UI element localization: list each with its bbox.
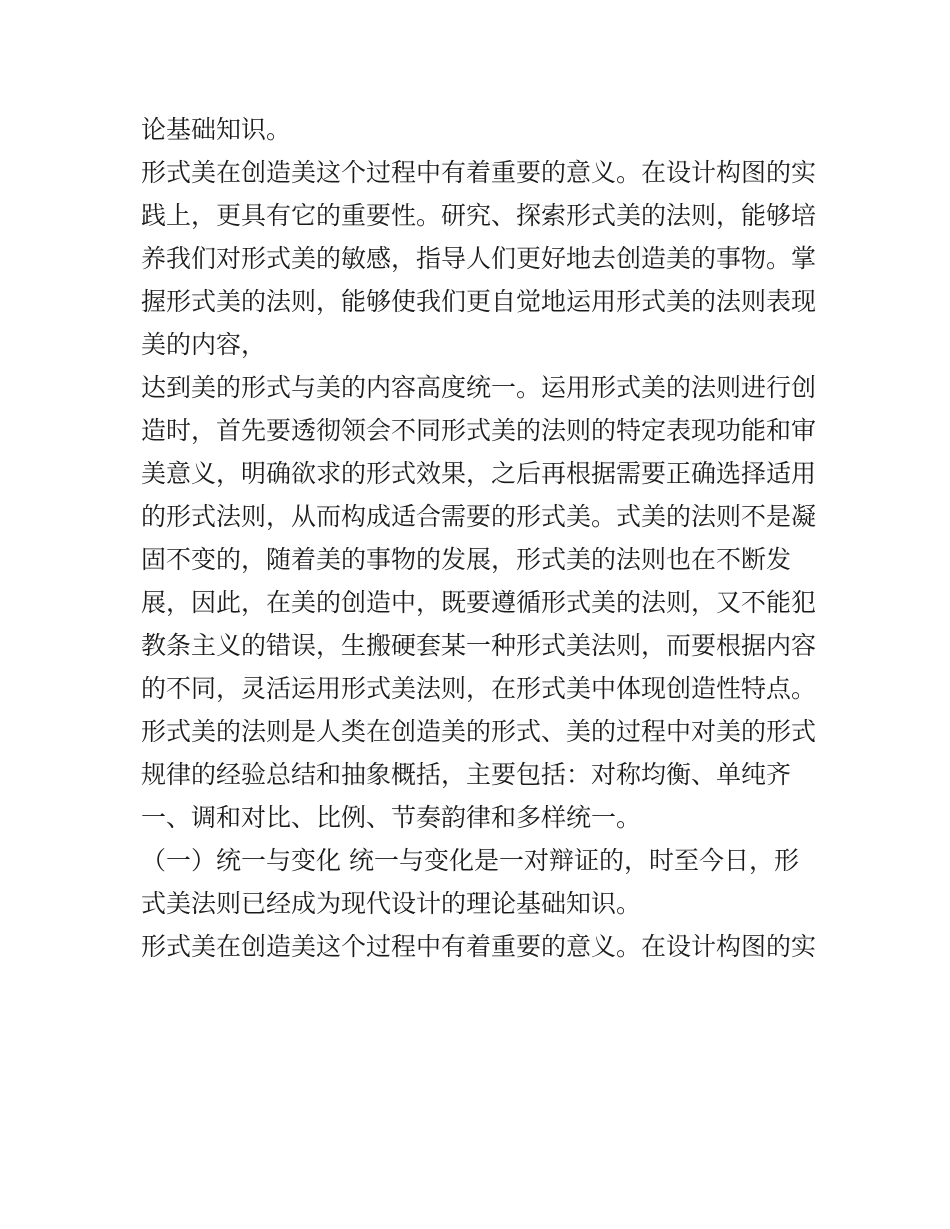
- text-line: 的不同，灵活运用形式美法则，在形式美中体现创造性特点。: [141, 674, 817, 703]
- body-text: [141, 108, 821, 968]
- text-line: 一、调和对比、比例、节奏韵律和多样统一。: [141, 803, 642, 832]
- text-line: 践上，更具有它的重要性。研究、探索形式美的法则，能够培: [141, 201, 817, 230]
- text-line: 美意义，明确欲求的形式效果，之后再根据需要正确选择适用: [141, 459, 817, 488]
- text-line: 形式美的法则是人类在创造美的形式、美的过程中对美的形式: [141, 717, 817, 746]
- text-line: 论基础知识。: [141, 115, 292, 144]
- text-line: 式美法则已经成为现代设计的理论基础知识。: [141, 889, 642, 918]
- text-line: 的形式法则，从而构成适合需要的形式美。式美的法则不是凝: [141, 502, 817, 531]
- text-line: 形式美在创造美这个过程中有着重要的意义。在设计构图的实: [141, 158, 817, 187]
- text-line: 形式美在创造美这个过程中有着重要的意义。在设计构图的实: [141, 932, 817, 961]
- text-line: 固不变的，随着美的事物的发展，形式美的法则也在不断发: [141, 545, 792, 574]
- text-line: 教条主义的错误，生搬硬套某一种形式美法则，而要根据内容: [141, 631, 817, 660]
- text-line: 握形式美的法则，能够使我们更自觉地运用形式美的法则表现: [141, 287, 817, 316]
- text-line: 展，因此，在美的创造中，既要遵循形式美的法则，又不能犯: [141, 588, 817, 617]
- text-line: 规律的经验总结和抽象概括，主要包括：对称均衡、单纯齐: [141, 760, 792, 789]
- text-line: 达到美的形式与美的内容高度统一。运用形式美的法则进行创: [141, 373, 817, 402]
- text-line: 造时，首先要透彻领会不同形式美的法则的特定表现功能和审: [141, 416, 817, 445]
- text-line: （一）统一与变化 统一与变化是一对辩证的，时至今日，形: [141, 846, 799, 875]
- text-line: 美的内容，: [141, 330, 267, 359]
- text-line: 养我们对形式美的敏感，指导人们更好地去创造美的事物。掌: [141, 244, 817, 273]
